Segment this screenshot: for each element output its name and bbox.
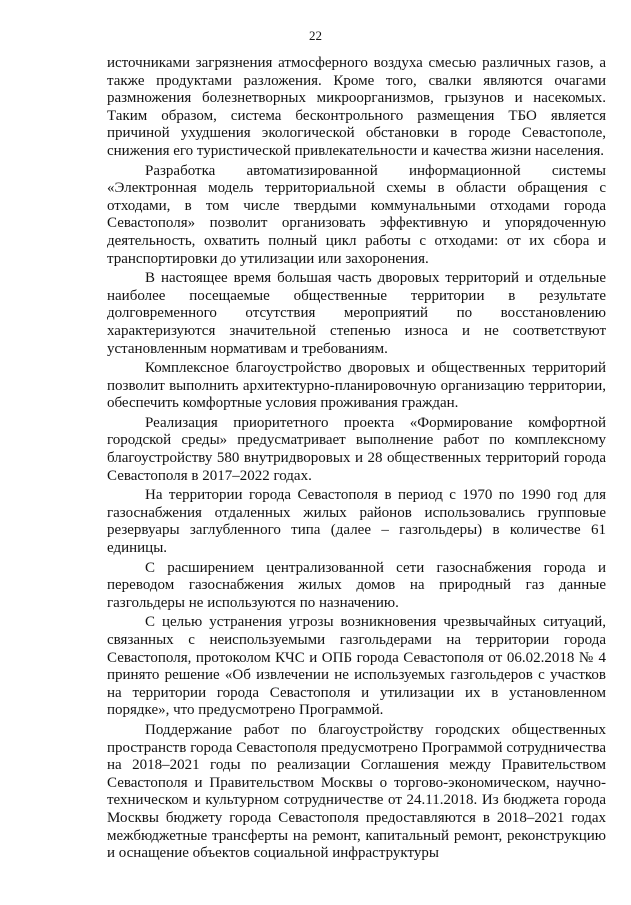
paragraph-moscow-cooperation: Поддержание работ по благоустройству городских общественных пространств города Севастополя предусмотрено Программой сотрудничества на 2018–2021 годы по реализации Соглашения между Правительством Севастополя и Правительством Москвы о торгово-экономическом, научно-техническом и культурном сотрудничестве от 24.11.2018. Из бюджета города Москвы бюджету города Севастополя предоставляются в 2018–2021 годах межбюджетные трансферты на ремонт, капитальный ремонт, реконструкцию и оснащение объектов социальной инфраструктуры [107,721,606,862]
paragraph-information-system: Разработка автоматизированной информационной системы «Электронная модель территориальной схемы в области обращения с отходами, в том числе твердыми коммунальными отходами города Севастополя» позволит организовать эффективную и упорядоченную деятельность, охватить полный цикл работы с отходами: от их сбора и транспортировки до утилизации или захоронения. [107,162,606,267]
page-number: 22 [309,28,322,43]
document-body [107,55,606,865]
paragraph-complex-improvement: Комплексное благоустройство дворовых и общественных территорий позволит выполнить архитектурно-планировочную организацию территории, обеспечить комфортные условия проживания граждан. [107,360,606,412]
paragraph-gas-holders-history: На территории города Севастополя в период с 1970 по 1990 год для газоснабжения отдаленных жилых районов использовались групповые резервуары заглубленного типа (далее – газгольдеры) в количестве 61 единицы. [107,487,606,557]
paragraph-waste-pollution: источниками загрязнения атмосферного воздуха смесью различных газов, а также продуктами разложения. Кроме того, свалки являются очагами размножения болезнетворных микроорганизмов, грызунов и насекомых. Таким образом, система бесконтрольного размещения ТБО является причиной ухудшения экологической обстановки в городе Севастополе, снижения его туристической привлекательности и качества жизни населения. [107,55,606,159]
paragraph-priority-project: Реализация приоритетного проекта «Формирование комфортной городской среды» предусматривает выполнение работ по комплексному благоустройству 580 внутридворовых и 28 общественных территорий города Севастополя в 2017–2022 годах. [107,414,606,484]
paragraph-gas-holders-unused: С расширением централизованной сети газоснабжения города и переводом газоснабжения жилых домов на природный газ данные газгольдеры не используются по назначению. [107,559,606,611]
paragraph-emergency-decision: С целью устранения угрозы возникновения чрезвычайных ситуаций, связанных с неиспользуемыми газгольдерами на территории города Севастополя, протоколом КЧС и ОПБ города Севастополя от 06.02.2018 № 4 принято решение «Об извлечении не используемых газгольдеров с участков на территории города Севастополя и утилизации их в установленном порядке», что предусмотрено Программой. [107,614,606,719]
paragraph-territories-condition: В настоящее время большая часть дворовых территорий и отдельные наиболее посещаемые общественные территории в результате долговременного отсутствия мероприятий по восстановлению характеризуются значительной степенью износа и не соответствуют установленным нормативам и требованиям. [107,270,606,357]
